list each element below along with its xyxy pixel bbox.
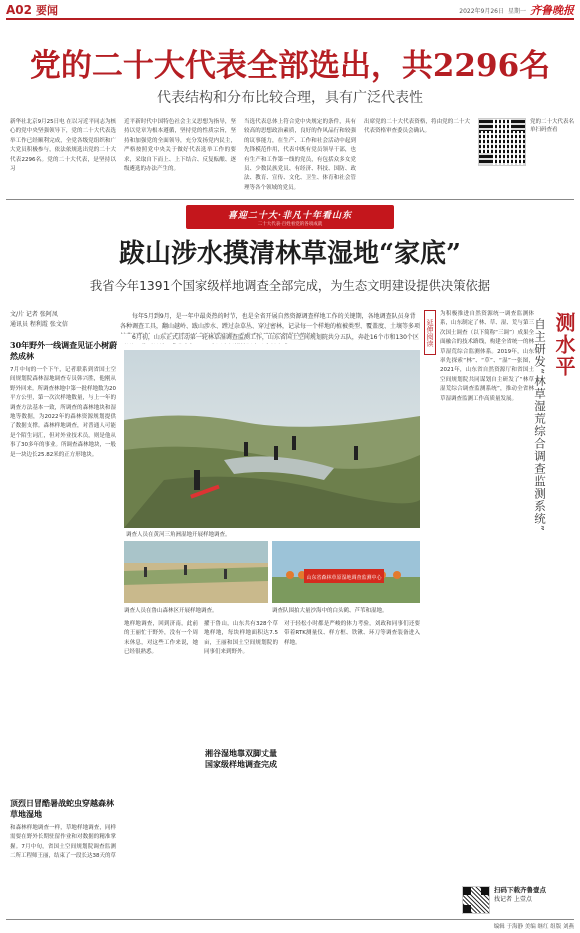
sidebar-subheadline: 自主研发“林草湿荒综合调查监测系统”	[533, 318, 547, 532]
app-qr-code[interactable]	[462, 886, 490, 914]
mid-subhead: 湘谷湿地靠双脚丈量国家级样地调查完成	[205, 748, 277, 769]
story1-column-3: 当选代表总体上符合党中央规定的条件，具有较高的思想政治素质，良好的作风品行和较强的议事能力，在生产、工作和社会活动中起到先锋模范作用，代表中既有党员领导干部，也有生产和工作第一线的党员，有包括众多女党员、少数民族党员、有经济、科技、国防、政法、教育、宣传、文化、卫生、体育和社会管理等各个领域的党员。	[244, 119, 356, 191]
section-divider	[6, 199, 574, 200]
story1-column-4: 出席党的二十大代表资格，将由党的二十大代表资格审查委员会确认。	[364, 119, 470, 135]
issue-date: 2022年9月26日	[459, 7, 504, 15]
photo-team-flag	[272, 541, 420, 603]
section-name: 要闻	[36, 4, 58, 17]
app-qr-caption	[494, 886, 574, 904]
story2-lede: 每年5月到9月，是一年中最炎热的时节，也是全省开展自然资源调查样地工作的关键期，各地调查队员身背各种调查工具，翻山越岭、跋山涉水、蹚过杂草丛、穿过密林，记录每一个样地的植被类型、覆盖度、土壤等多项	[120, 313, 420, 330]
editors-credit: 编辑 于海静 美编 继红 组版 刘燕	[6, 919, 574, 929]
photo-flag-text: 山东省森林草原湿地调查监测中心	[306, 575, 382, 581]
qr-code-delegates[interactable]	[478, 118, 526, 166]
mid-column-3: 对于轻松小时都是严峻的体力考验，刘政和同事们还要带着RTK测量仪、样方框、铁锹、环刀等调查装备进入样地。	[284, 621, 420, 646]
left-subhead-2: 顶烈日冒酷暑战蛇虫穿越森林草地湿地	[10, 798, 114, 819]
banner-subtitle: 二十大代表·百姓看党的各项成就	[257, 221, 323, 227]
story2-lede-2: 6月初，山东正式启动第一轮林草湿调查监测工作，山东省国土空间规划院共分五队，奔赴16个市和130个区	[132, 334, 419, 341]
sidebar-headline: 测水平	[552, 312, 576, 378]
headline-delegates: 党的二十大代表全部选出，共2296名	[29, 48, 551, 84]
subheadline-delegates: 代表结构和分布比较合理，具有广泛代表性	[157, 90, 423, 106]
masthead-logo: 齐鲁晚报	[530, 4, 574, 17]
byline: 文/片 记者 张阿凤 通讯员 程利霞 张文信	[10, 311, 68, 328]
app-qr-title: 扫码下载齐鲁壹点	[494, 886, 546, 894]
campaign-banner	[186, 205, 394, 229]
story1-column-2: 近平新时代中国特色社会主义思想为指导，坚持以党章为根本遵循，坚持党的性质宗旨，坚持和加强党的全面领导，充分发扬党内民主，严格按照党中央关于做好代表选举工作的要求，采取自下而上、上下结合、反复酝酿、逐级遴选的办法产生的。	[124, 119, 236, 173]
page-number: A02	[6, 3, 32, 17]
mid-column-1: 地样地调查，回到济南，此前的王丽忙于野外，没有一个周末休息，对这些工作来说，她已经很熟悉。	[124, 621, 198, 656]
photo-team-caption: 调查队围拍大量沙海中的白头鹤、芦苇和湿地。	[272, 608, 388, 614]
qr-caption-delegates: 党的二十大代表名单扫码查看	[530, 119, 575, 133]
main-photo-wetland	[124, 350, 420, 528]
further-reading-tag: 延伸阅读	[424, 310, 436, 355]
app-qr-subtitle: 找记者 上壹点	[494, 896, 532, 903]
subheadline-survey: 我省今年1391个国家级样地调查全部完成，为生态文明建设提供决策依据	[89, 279, 491, 293]
mid-column-2: 擢于鲁山，山东共有328个草地样地，每块样地面积达7.5亩，王丽和国土空间规划院的同事们来到野外。	[204, 621, 278, 656]
banner-title: 喜迎二十大·非凡十年看山东	[227, 210, 353, 221]
sidebar-text: 为积极推进自然资源统一调查监测体系，山东制定了林、草、湿、荒与第三次国土调查（以下简称“三调”）成果全面融合的技术路线，构建全省统一的林草湿荒综合监测体系。2019年，山东率先探索“林”、“草”、“湿”一张图，2021年，山东省自然资源厅和省国土空间规划院共同谋划自主研发了“林草湿荒综合调查监测系统”，推动全省林草湿调查监测工作高质量发展。	[440, 311, 534, 402]
photo-forest-caption: 调查人员在鲁山森林区开展样地调查。	[124, 608, 218, 614]
photo-forest	[124, 541, 268, 603]
issue-weekday: 星期一	[507, 7, 526, 15]
page-header	[6, 2, 574, 20]
story1-column-1: 新华社北京9月25日电 在以习近平同志为核心的党中央坚强领导下，党的二十大代表选举工作已经顺利完成，全党各级党组织和广大党员积极参与，依法依规选出党的二十大代表2296名。党的二十大代表，是坚持以习	[10, 119, 116, 173]
left-column-text-1: 7月中旬的一个下午，记者联系到省国土空间规划院森林湿地调查专员韩兴胜，他刚从野外回来。所调查林地中第一批样地数为20平方公里，第一次次样地数量，与上一年的调查方法基本一致，所调查的森林地块和湿地等数据，为2022年的森林资源规划提供了数据支撑。森林样地调查，对普通人可能是个陌生词汇，但对外业技术员，则是他从事了30多年的事业。所调查森林地块，一般是一块边长25.82米的正方形地块。	[10, 367, 116, 458]
headline-survey: 跋山涉水摸清林草湿地“家底”	[119, 239, 461, 269]
left-subhead-1: 30年野外一线调查见证小树蔚然成林	[10, 340, 118, 361]
left-column-text-2: 和森林样地调查一样，草地样地调查，同样需要在野外长期驻留作业和对数据的精准掌握。7月中旬，省国土空间规划院调查监测二所工程师王丽，结束了一段长达38天的草	[10, 825, 116, 860]
main-photo-caption: 调查人员在黄河三角洲湿地开展样地调查。	[126, 532, 231, 538]
